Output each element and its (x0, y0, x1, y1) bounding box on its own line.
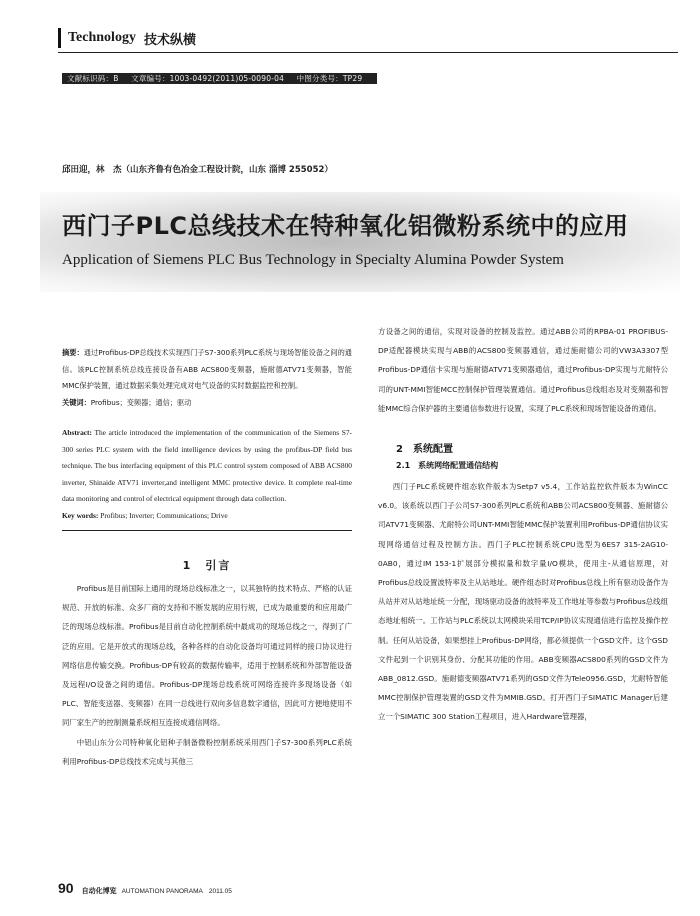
doc-code: 文献标识码：B (67, 74, 119, 83)
running-header (58, 28, 688, 48)
abstract-cn (62, 345, 352, 395)
issue-date: 2011.05 (208, 888, 232, 895)
article-title-en: Application of Siemens PLC Bus Technology in Specialty Alumina Powder System (62, 252, 564, 268)
section-1-paragraph-1: Profibus是目前国际上通用的现场总线标准之一，以其独特的技术特点、严格的认证规范、开放的标准、众多厂商的支持和不断发展的应用行规，已成为最重要的和应用最广泛的现场总线标准。Profibus是目前自动化控制系统中最成功的现场总线之一，得到了广泛的应用。它是开放式的现场总线，各种各样的自动化设备均可通过同样的接口协议进行网络信息传输交换。Profibus-DP有较高的数据传输率，适用于控制系统和外部智能设备及远程I/O设备之间的通信。Profibus-DP现场总线系统可网络连接许多现场设备（如PLC、智能变送器、变频器）在同一总线进行双向多信息数字通信，因此可方便地使用不同厂家生产的控制测量系统相互连接成通信网络。 (62, 584, 352, 728)
article-meta-bar (62, 73, 377, 84)
page-number: 90 (58, 880, 74, 896)
section-1-heading: 1 引言 (182, 559, 232, 572)
abstract-divider (62, 530, 352, 531)
header-section-cn: 技术纵横 (143, 32, 196, 48)
authors-affiliation: 邱田迎，林 杰（山东齐鲁有色冶金工程设计院，山东 淄博 255052） (62, 165, 333, 175)
magazine-logo: 自动化博览 (81, 887, 117, 895)
section-2-heading: 2 系统配置 (396, 444, 453, 456)
section-2-1-heading: 2.1 系统网络配置通信结构 (396, 461, 499, 471)
section-2-1-paragraph: 西门子PLC系统硬件组态软件版本为Setp7 v5.4，工作站监控软件版本为WinCC v6.0。该系统以西门子公司S7-300系列PLC系统和ABB公司ACS800变频器、施耐德公司ATV71变频器、尤耐特公司UNT-MMI智能MMC保护装置利用Profibus-DP通信协议实现网络通信过程及控制方法。西门子PLC控制系统CPU选型为6ES7 315-2AG10-0AB0，通过IM 153-1扩展部分模拟量和数字量I/O模块，使用主-从通信原理，对Profibus总线设置波特率及主从站地址。硬件组态时对Profibus总线上所有驱动设备作为从站并对从站地址统一分配，现场驱动设备的波特率及工作地址等参数与Profibus总线组态地址相统一。工作站与PLC系统以太网模块采用TCP/IP协议实现通信进行监控及操作控制。任何从站设备，如果想挂上Profibus-DP网络，都必须提供一个GSD文件。这个GSD文件起到一个识别其身份、分配其功能的作用。ABB变频器ACS800系列的GSD文件为ABB_0812.GSD。施耐德变频器ATV71系列的GSD文件为Tele0956.GSD，尤耐特智能MMC控制保护管理装置的GSD文件为MMIB.GSD。打开西门子SIMATIC Manager后建立一个SIMATIC 300 Station工程项目，进入Hardware管理器， (378, 482, 668, 722)
abstract-cn-label: 摘要： (62, 348, 84, 357)
article-title-cn: 西门子PLC总线技术在特种氧化铝微粉系统中的应用 (62, 212, 629, 240)
header-rule (58, 52, 678, 53)
abstract-cn-text: 通过Profibus-DP总线技术实现西门子S7-300系列PLC系统与现场智能设备之间的通信。该PLC控制系统总线连接设备有ABB ACS800变频器，施耐德ATV71变频器，智能MMC保护装置，通过数据采集处理完成对电气设备的实时数据监控和控制。 (62, 348, 352, 390)
article-number: 文章编号：1003-0492(2011)05-0090-04 (131, 74, 285, 83)
abstract-en-label: Abstract: (62, 428, 92, 437)
keywords-en (62, 508, 352, 525)
abstract-en (62, 425, 352, 508)
header-section-en: Technology (68, 30, 136, 45)
keywords-en-label: Key words: (62, 510, 99, 520)
keywords-cn-text: Profibus；变频器；通信；驱动 (90, 397, 192, 407)
page-footer (58, 880, 232, 896)
abstract-en-text: The article introduced the implementation of the communication of the Siemens S7-300 series PLC system with the field intelligence devices by using the profibus-DP field bus technique. The bus interfacing equipment of this PLC control system composed of ABB ACS800 inverter, Shinaide ATV71 inverter,and intelligent MMC protective device. It complete real-time data monitoring and control of electrical equipment through data collection. (62, 428, 352, 503)
section-1-paragraph-2: 中铝山东分公司特种氧化铝种子制备微粉控制系统采用西门子S7-300系列PLC系统利用Profibus-DP总线技术完成与其他三 (62, 737, 352, 766)
right-column (378, 322, 668, 727)
keywords-en-text: Profibus; Inverter; Communications; Drive (100, 510, 228, 520)
left-column (62, 345, 352, 771)
clc-number: 中图分类号：TP29 (296, 74, 363, 83)
keywords-cn (62, 395, 352, 412)
magazine-name: AUTOMATION PANORAMA (121, 888, 203, 895)
keywords-cn-label: 关键词： (62, 397, 91, 407)
intro-continuation: 方设备之间的通信，实现对设备的控制及监控。通过ABB公司的RPBA-01 PROFIBUS-DP适配器模块实现与ABB的ACS800变频器通信，通过施耐德公司的VW3A3307型Profibus-DP通信卡实现与施耐德ATV71变频器通信，通过Profibus-DP实现与尤耐特公司的UNT-MMI智能MCC控制保护管理装置通信。通过Profibus总线组态及对变频器和智能MMC综合保护器的主要通信参数进行设置，实现了PLC系统和现场智能设备的通信。 (378, 327, 668, 413)
